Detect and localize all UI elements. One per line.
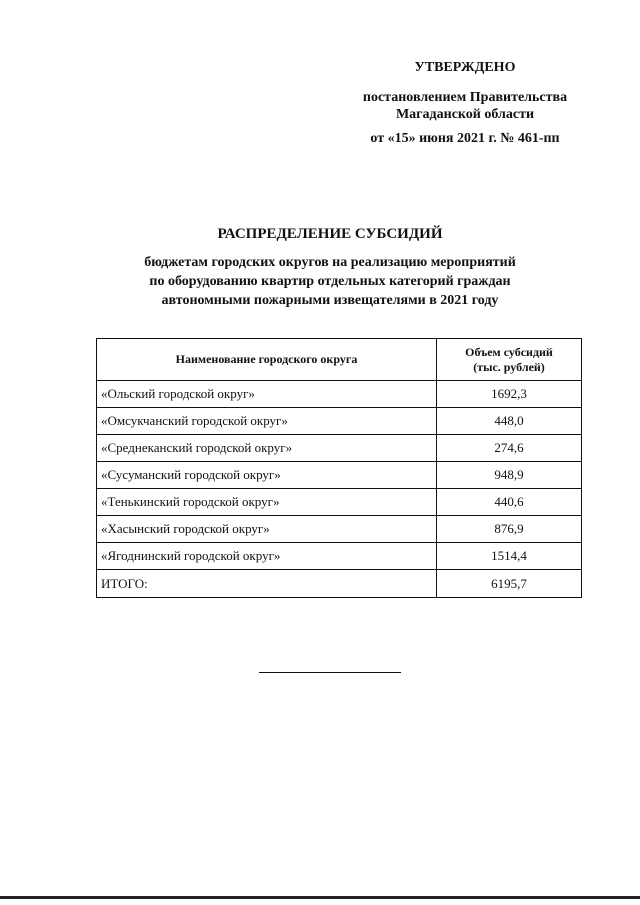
table-row <box>97 516 582 543</box>
approval-line-1: постановлением Правительства <box>362 90 568 105</box>
scan-bottom-edge <box>0 896 640 899</box>
document-title: РАСПРЕДЕЛЕНИЕ СУБСИДИЙ <box>217 226 443 242</box>
district-name: «Ольский городской округ» <box>97 381 437 408</box>
table-row <box>97 489 582 516</box>
subsidy-table <box>96 338 582 598</box>
table-row <box>97 462 582 489</box>
table-row <box>97 381 582 408</box>
header-subsidy-amount <box>437 339 582 381</box>
district-name: «Хасынский городской округ» <box>97 516 437 543</box>
subsidy-amount: 1514,4 <box>437 543 582 570</box>
subtitle-line-2: по оборудованию квартир отдельных категорий граждан <box>149 274 511 289</box>
district-name: «Ягоднинский городской округ» <box>97 543 437 570</box>
header-amount-line-2: (тыс. рублей) <box>473 359 545 374</box>
district-name: «Сусуманский городской округ» <box>97 462 437 489</box>
table-row <box>97 435 582 462</box>
subtitle-line-3: автономными пожарными извещателями в 2021 году <box>161 293 499 308</box>
approval-title: УТВЕРЖДЕНО <box>414 60 516 75</box>
subsidy-amount: 274,6 <box>437 435 582 462</box>
table-header-row <box>97 339 582 381</box>
district-name: «Омсукчанский городской округ» <box>97 408 437 435</box>
table-row <box>97 543 582 570</box>
district-name: «Тенькинский городской округ» <box>97 489 437 516</box>
total-amount: 6195,7 <box>437 570 582 598</box>
subtitle-line-1: бюджетам городских округов на реализацию мероприятий <box>144 255 516 270</box>
document-subtitle <box>0 253 640 310</box>
subsidy-amount: 448,0 <box>437 408 582 435</box>
subsidy-amount: 876,9 <box>437 516 582 543</box>
total-label: ИТОГО: <box>97 570 437 598</box>
subsidy-amount: 440,6 <box>437 489 582 516</box>
header-amount-line-1: Объем субсидий <box>465 344 553 359</box>
header-district-name: Наименование городского округа <box>97 339 437 381</box>
subsidy-amount: 948,9 <box>437 462 582 489</box>
approval-date-number: от «15» июня 2021 г. № 461-пп <box>370 131 560 146</box>
subsidy-amount: 1692,3 <box>437 381 582 408</box>
district-name: «Среднеканский городской округ» <box>97 435 437 462</box>
table-row <box>97 408 582 435</box>
end-separator-line <box>259 672 401 673</box>
table-total-row <box>97 570 582 598</box>
approval-line-2: Магаданской области <box>395 107 535 122</box>
